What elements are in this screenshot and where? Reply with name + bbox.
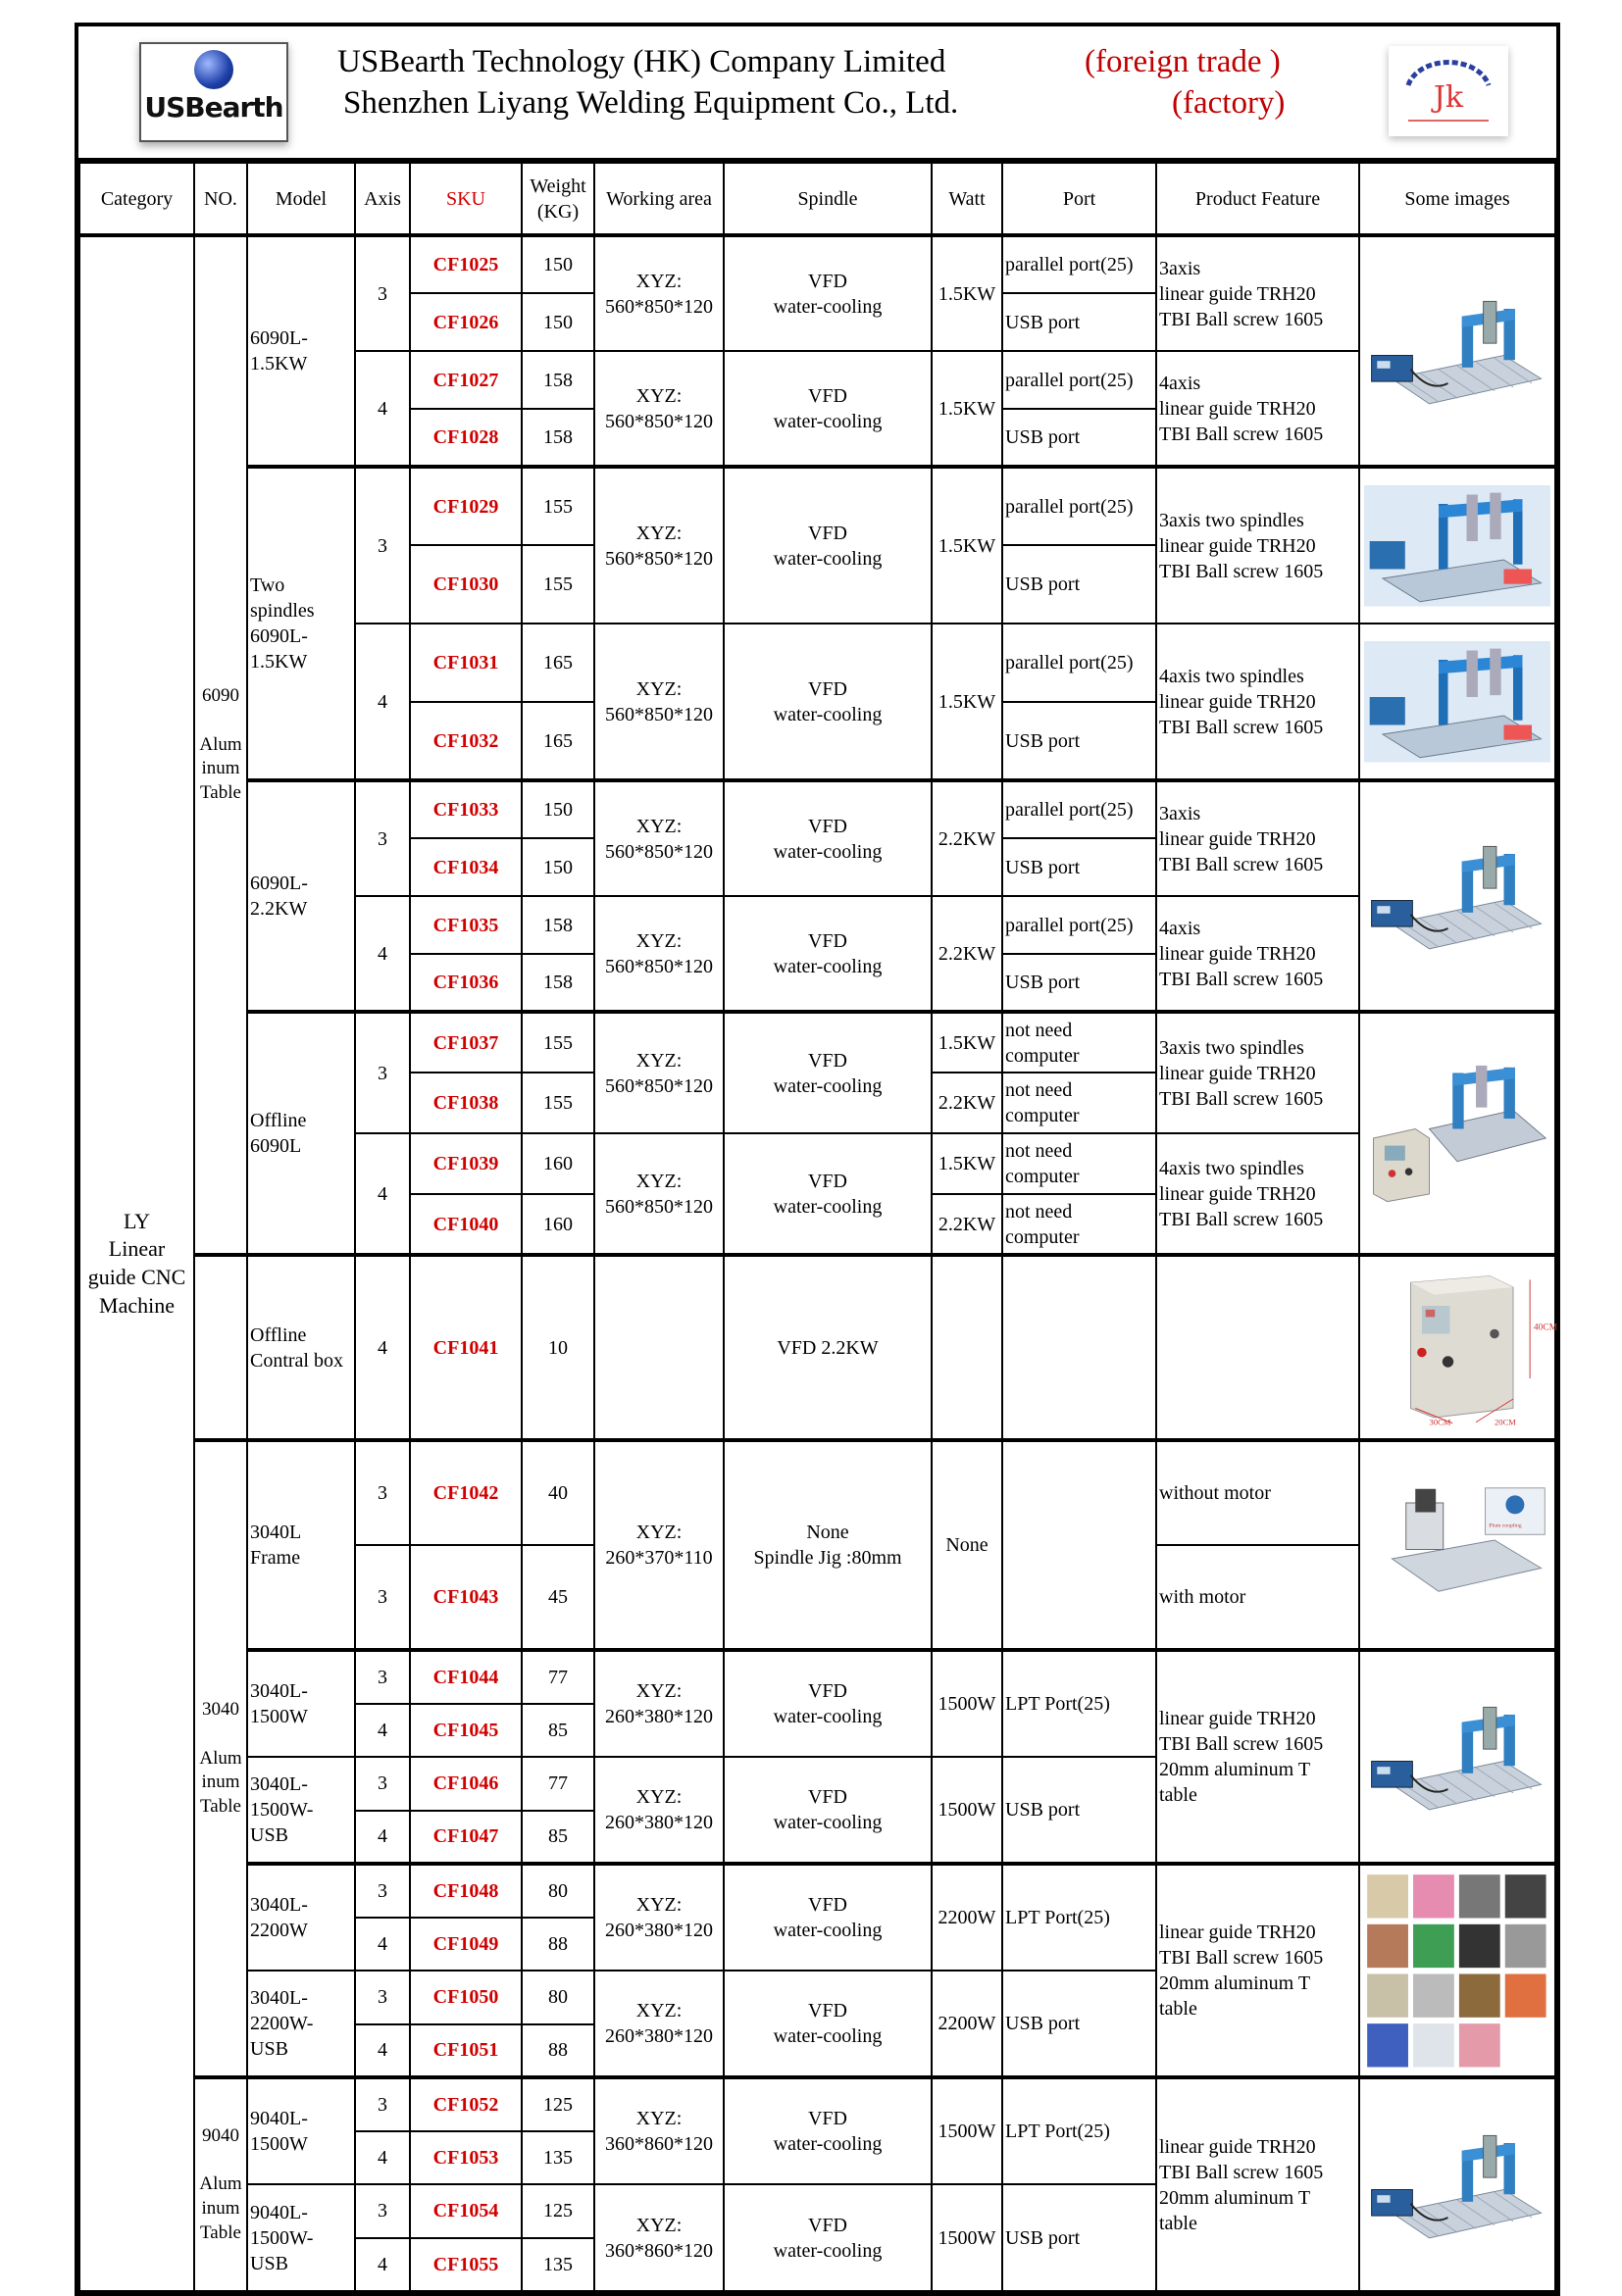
sku-cell xyxy=(410,1704,522,1758)
watt-cell: 1500W xyxy=(932,1650,1002,1757)
port-cell: USB port xyxy=(1002,293,1156,351)
column-header-area: Working area xyxy=(594,163,724,235)
model-cell: Two spindles 6090L- 1.5KW xyxy=(247,467,355,780)
axis-cell: 3 xyxy=(355,1545,410,1650)
sku-cell xyxy=(410,838,522,896)
port-cell: not need computer xyxy=(1002,1073,1156,1133)
model-cell: Offline 6090L xyxy=(247,1012,355,1255)
port-cell: USB port xyxy=(1002,2184,1156,2291)
watt-cell: 2.2KW xyxy=(932,1194,1002,1255)
sku-code: CF1026 xyxy=(432,311,499,333)
feature-cell: with motor xyxy=(1156,1545,1359,1650)
spindle-cell: VFD water-cooling xyxy=(724,896,932,1012)
weight-cell: 85 xyxy=(522,1704,594,1758)
area-cell: XYZ: 560*850*120 xyxy=(594,235,724,351)
logo-text: USBearth xyxy=(144,91,283,124)
weight-cell: 160 xyxy=(522,1194,594,1255)
sku-cell xyxy=(410,1650,522,1704)
product-image-control-box xyxy=(1359,1255,1558,1440)
column-header-category: Category xyxy=(79,163,194,235)
model-cell: 9040L- 1500W- USB xyxy=(247,2184,355,2291)
table-row xyxy=(79,1012,1555,1073)
watt-cell: 2.2KW xyxy=(932,896,1002,1012)
model-cell: 3040L Frame xyxy=(247,1440,355,1650)
sku-code: CF1053 xyxy=(432,2146,499,2169)
weight-cell: 88 xyxy=(522,2024,594,2078)
port-cell: USB port xyxy=(1002,954,1156,1012)
sku-cell xyxy=(410,235,522,293)
port-cell: parallel port(25) xyxy=(1002,235,1156,293)
feature-cell: 4axis linear guide TRH20 TBI Ball screw 1605 xyxy=(1156,351,1359,467)
spindle-cell: VFD water-cooling xyxy=(724,1012,932,1133)
weight-cell: 165 xyxy=(522,624,594,702)
axis-cell: 4 xyxy=(355,624,410,780)
watt-cell: 2200W xyxy=(932,1864,1002,1971)
table-row xyxy=(79,2077,1555,2131)
sku-code: CF1032 xyxy=(432,729,499,752)
port-cell: parallel port(25) xyxy=(1002,624,1156,702)
port-cell: USB port xyxy=(1002,1757,1156,1864)
sku-cell xyxy=(410,2238,522,2292)
spindle-cell: VFD water-cooling xyxy=(724,1971,932,2077)
product-image-machine xyxy=(1359,2077,1555,2291)
sku-code: CF1031 xyxy=(432,652,499,674)
spindle-cell: VFD 2.2KW xyxy=(724,1255,932,1440)
weight-cell: 150 xyxy=(522,235,594,293)
axis-cell: 4 xyxy=(355,1704,410,1758)
feature-cell: 4axis two spindles linear guide TRH20 TBI Ball screw 1605 xyxy=(1156,1133,1359,1255)
company-banner xyxy=(78,26,1556,162)
sku-cell xyxy=(410,1545,522,1650)
sku-cell xyxy=(410,1971,522,2024)
table-row xyxy=(79,1650,1555,1704)
sku-code: CF1042 xyxy=(432,1482,499,1504)
watt-cell: 1.5KW xyxy=(932,1012,1002,1073)
sku-cell xyxy=(410,409,522,467)
sku-cell xyxy=(410,293,522,351)
column-header-spindle: Spindle xyxy=(724,163,932,235)
model-cell: 9040L- 1500W xyxy=(247,2077,355,2184)
area-cell: XYZ: 560*850*120 xyxy=(594,467,724,624)
port-cell: USB port xyxy=(1002,702,1156,780)
axis-cell: 4 xyxy=(355,896,410,1012)
axis-cell: 4 xyxy=(355,351,410,467)
weight-cell: 150 xyxy=(522,780,594,838)
spindle-cell: VFD water-cooling xyxy=(724,1650,932,1757)
weight-cell: 88 xyxy=(522,1918,594,1972)
sku-code: CF1034 xyxy=(432,856,499,878)
port-cell: parallel port(25) xyxy=(1002,780,1156,838)
column-header-image: Some images xyxy=(1359,163,1555,235)
no-cell: 3040 Aluminum Table xyxy=(194,1440,247,2077)
sku-code: CF1030 xyxy=(432,574,499,595)
spindle-cell: VFD water-cooling xyxy=(724,1757,932,1864)
port-cell: USB port xyxy=(1002,409,1156,467)
sku-cell xyxy=(410,467,522,545)
feature-cell: 4axis two spindles linear guide TRH20 TBI Ball screw 1605 xyxy=(1156,624,1359,780)
watt-cell: 1.5KW xyxy=(932,351,1002,467)
watt-cell: 1.5KW xyxy=(932,467,1002,624)
sku-code: CF1028 xyxy=(432,426,499,448)
weight-cell: 80 xyxy=(522,1971,594,2024)
axis-cell: 3 xyxy=(355,2077,410,2131)
area-cell: XYZ: 560*850*120 xyxy=(594,1012,724,1133)
svg-text:Jk: Jk xyxy=(1433,80,1464,115)
weight-cell: 150 xyxy=(522,293,594,351)
sku-code: CF1049 xyxy=(432,1932,499,1955)
sku-code: CF1054 xyxy=(432,2200,499,2222)
axis-cell: 3 xyxy=(355,235,410,351)
company-name-hk: USBearth Technology (HK) Company Limited xyxy=(337,44,946,79)
product-image-machine xyxy=(1359,235,1555,467)
product-image-machine xyxy=(1359,1650,1555,1864)
spindle-cell: VFD water-cooling xyxy=(724,780,932,896)
sku-cell xyxy=(410,1012,522,1073)
sku-cell xyxy=(410,1918,522,1972)
watt-cell: 1.5KW xyxy=(932,1133,1002,1194)
feature-cell: without motor xyxy=(1156,1440,1359,1545)
table-row xyxy=(79,1255,1555,1440)
globe-icon xyxy=(194,50,233,89)
area-cell: XYZ: 560*850*120 xyxy=(594,1133,724,1255)
weight-cell: 155 xyxy=(522,1012,594,1073)
column-header-no: NO. xyxy=(194,163,247,235)
watt-cell: 1.5KW xyxy=(932,624,1002,780)
table-row xyxy=(79,467,1555,545)
product-image-two-spindle xyxy=(1359,467,1555,624)
sku-code: CF1048 xyxy=(432,1879,499,1902)
no-cell: 6090 Aluminum Table xyxy=(194,235,247,1255)
weight-cell: 85 xyxy=(522,1811,594,1865)
company-name-shenzhen: Shenzhen Liyang Welding Equipment Co., Ltd. xyxy=(343,85,959,121)
port-cell: USB port xyxy=(1002,1971,1156,2077)
sku-code: CF1055 xyxy=(432,2253,499,2275)
weight-cell: 45 xyxy=(522,1545,594,1650)
area-cell: XYZ: 260*370*110 xyxy=(594,1440,724,1650)
port-cell: not need computer xyxy=(1002,1194,1156,1255)
port-cell: not need computer xyxy=(1002,1012,1156,1073)
category-cell: LY Linear guide CNC Machine xyxy=(79,235,194,2291)
table-row xyxy=(79,235,1555,293)
area-cell: XYZ: 260*380*120 xyxy=(594,1650,724,1757)
table-row xyxy=(79,1440,1555,1545)
feature-cell: 3axis two spindles linear guide TRH20 TBI Ball screw 1605 xyxy=(1156,1012,1359,1133)
feature-cell: 3axis linear guide TRH20 TBI Ball screw 1605 xyxy=(1156,780,1359,896)
spindle-cell: None Spindle Jig :80mm xyxy=(724,1440,932,1650)
model-cell: 3040L- 1500W- USB xyxy=(247,1757,355,1864)
area-cell: XYZ: 560*850*120 xyxy=(594,624,724,780)
area-cell: XYZ: 360*860*120 xyxy=(594,2184,724,2291)
axis-cell: 3 xyxy=(355,467,410,624)
port-cell: not need computer xyxy=(1002,1133,1156,1194)
port-cell: parallel port(25) xyxy=(1002,896,1156,954)
area-cell: XYZ: 260*380*120 xyxy=(594,1971,724,2077)
spindle-cell: VFD water-cooling xyxy=(724,1133,932,1255)
sku-cell xyxy=(410,1864,522,1918)
column-header-model: Model xyxy=(247,163,355,235)
watt-cell: 2.2KW xyxy=(932,1073,1002,1133)
watt-cell: 1500W xyxy=(932,2184,1002,2291)
axis-cell: 3 xyxy=(355,1650,410,1704)
port-cell: LPT Port(25) xyxy=(1002,1864,1156,1971)
weight-cell: 158 xyxy=(522,351,594,409)
model-cell: 3040L- 1500W xyxy=(247,1650,355,1757)
product-image-frame xyxy=(1359,1440,1555,1650)
weight-cell: 165 xyxy=(522,702,594,780)
no-cell: 9040 Aluminum Table xyxy=(194,2077,247,2291)
port-cell: parallel port(25) xyxy=(1002,351,1156,409)
factory-seal-logo xyxy=(1389,46,1508,136)
sku-cell xyxy=(410,351,522,409)
sku-cell xyxy=(410,896,522,954)
axis-cell: 3 xyxy=(355,780,410,896)
product-table xyxy=(78,162,1556,2292)
port-cell xyxy=(1002,1255,1156,1440)
axis-cell: 4 xyxy=(355,1811,410,1865)
table-header-row xyxy=(79,163,1555,235)
spindle-cell: VFD water-cooling xyxy=(724,351,932,467)
axis-cell: 3 xyxy=(355,1012,410,1133)
sku-code: CF1039 xyxy=(432,1153,499,1174)
sku-cell xyxy=(410,2131,522,2185)
watt-cell: 1500W xyxy=(932,2077,1002,2184)
axis-cell: 4 xyxy=(355,2131,410,2185)
sku-cell xyxy=(410,702,522,780)
foreign-trade-tag: (foreign trade ) xyxy=(1085,44,1281,79)
table-row xyxy=(79,1864,1555,1918)
weight-cell: 135 xyxy=(522,2131,594,2185)
svg-text:30CM: 30CM xyxy=(1429,1417,1451,1427)
watt-cell: 2200W xyxy=(932,1971,1002,2077)
area-cell: XYZ: 560*850*120 xyxy=(594,780,724,896)
weight-cell: 10 xyxy=(522,1255,594,1440)
area-cell: XYZ: 360*860*120 xyxy=(594,2077,724,2184)
sku-cell xyxy=(410,1073,522,1133)
port-cell: LPT Port(25) xyxy=(1002,2077,1156,2184)
watt-cell: 1500W xyxy=(932,1757,1002,1864)
weight-cell: 150 xyxy=(522,838,594,896)
sku-code: CF1035 xyxy=(432,914,499,936)
sku-code: CF1036 xyxy=(432,972,499,993)
sku-code: CF1025 xyxy=(432,254,499,275)
area-cell xyxy=(594,1255,724,1440)
weight-cell: 155 xyxy=(522,1073,594,1133)
column-header-axis: Axis xyxy=(355,163,410,235)
port-cell: USB port xyxy=(1002,838,1156,896)
sku-cell xyxy=(410,1133,522,1194)
weight-cell: 125 xyxy=(522,2077,594,2131)
area-cell: XYZ: 260*380*120 xyxy=(594,1757,724,1864)
model-cell: 3040L- 2200W xyxy=(247,1864,355,1971)
model-cell: Offline Contral box xyxy=(247,1255,355,1440)
weight-cell: 77 xyxy=(522,1650,594,1704)
weight-cell: 158 xyxy=(522,409,594,467)
sku-code: CF1038 xyxy=(432,1092,499,1114)
product-image-offline xyxy=(1359,1012,1555,1255)
sku-cell xyxy=(410,1440,522,1545)
sku-cell xyxy=(410,954,522,1012)
spindle-cell: VFD water-cooling xyxy=(724,235,932,351)
sku-cell xyxy=(410,2024,522,2078)
axis-cell: 4 xyxy=(355,1918,410,1972)
spindle-cell: VFD water-cooling xyxy=(724,2184,932,2291)
weight-cell: 160 xyxy=(522,1133,594,1194)
area-cell: XYZ: 260*380*120 xyxy=(594,1864,724,1971)
port-cell: LPT Port(25) xyxy=(1002,1650,1156,1757)
sku-code: CF1033 xyxy=(432,799,499,821)
axis-cell: 3 xyxy=(355,1757,410,1811)
weight-cell: 158 xyxy=(522,954,594,1012)
feature-cell: linear guide TRH20 TBI Ball screw 1605 20mm aluminum T table xyxy=(1156,1650,1359,1864)
sku-code: CF1027 xyxy=(432,369,499,391)
feature-cell xyxy=(1156,1255,1359,1440)
sku-cell xyxy=(410,2184,522,2238)
port-cell: parallel port(25) xyxy=(1002,467,1156,545)
sku-code: CF1045 xyxy=(432,1719,499,1741)
product-image-samples xyxy=(1359,1864,1555,2077)
model-cell: 6090L- 2.2KW xyxy=(247,780,355,1012)
weight-cell: 40 xyxy=(522,1440,594,1545)
watt-cell: 2.2KW xyxy=(932,780,1002,896)
watt-cell: 1.5KW xyxy=(932,235,1002,351)
sku-code: CF1043 xyxy=(432,1586,499,1608)
sku-cell xyxy=(410,780,522,838)
axis-cell: 4 xyxy=(355,1133,410,1255)
svg-text:Plum coupling: Plum coupling xyxy=(1489,1522,1522,1529)
feature-cell: 3axis two spindles linear guide TRH20 TBI Ball screw 1605 xyxy=(1156,467,1359,624)
watt-cell xyxy=(932,1255,1002,1440)
sku-cell xyxy=(410,1255,522,1440)
sku-cell xyxy=(410,1194,522,1255)
weight-cell: 155 xyxy=(522,545,594,624)
weight-cell: 77 xyxy=(522,1757,594,1811)
svg-text:20CM: 20CM xyxy=(1495,1417,1516,1427)
sku-code: CF1052 xyxy=(432,2093,499,2116)
column-header-watt: Watt xyxy=(932,163,1002,235)
sku-code: CF1040 xyxy=(432,1213,499,1235)
axis-cell: 3 xyxy=(355,1440,410,1545)
sku-cell xyxy=(410,1811,522,1865)
table-row xyxy=(79,780,1555,838)
sku-code: CF1041 xyxy=(432,1336,499,1359)
spindle-cell: VFD water-cooling xyxy=(724,624,932,780)
sku-code: CF1047 xyxy=(432,1825,499,1848)
axis-cell: 4 xyxy=(355,2024,410,2078)
column-header-port: Port xyxy=(1002,163,1156,235)
weight-cell: 80 xyxy=(522,1864,594,1918)
axis-cell: 3 xyxy=(355,1864,410,1918)
feature-cell: linear guide TRH20 TBI Ball screw 1605 20mm aluminum T table xyxy=(1156,2077,1359,2291)
column-header-feature: Product Feature xyxy=(1156,163,1359,235)
axis-cell: 3 xyxy=(355,1971,410,2024)
sku-code: CF1050 xyxy=(432,1986,499,2009)
spindle-cell: VFD water-cooling xyxy=(724,1864,932,1971)
weight-cell: 155 xyxy=(522,467,594,545)
feature-cell: 3axis linear guide TRH20 TBI Ball screw 1605 xyxy=(1156,235,1359,351)
spindle-cell: VFD water-cooling xyxy=(724,467,932,624)
feature-cell: linear guide TRH20 TBI Ball screw 1605 20mm aluminum T table xyxy=(1156,1864,1359,2077)
sku-code: CF1029 xyxy=(432,495,499,518)
sku-code: CF1037 xyxy=(432,1031,499,1054)
port-cell: USB port xyxy=(1002,545,1156,624)
weight-cell: 135 xyxy=(522,2238,594,2292)
sku-cell xyxy=(410,545,522,624)
svg-text:40CM: 40CM xyxy=(1533,1323,1558,1333)
sku-cell xyxy=(410,1757,522,1811)
area-cell: XYZ: 560*850*120 xyxy=(594,351,724,467)
watt-cell: None xyxy=(932,1440,1002,1650)
factory-tag: (factory) xyxy=(1172,85,1286,121)
sku-cell xyxy=(410,624,522,702)
axis-cell: 3 xyxy=(355,2184,410,2238)
product-image-machine xyxy=(1359,780,1555,1012)
area-cell: XYZ: 560*850*120 xyxy=(594,896,724,1012)
axis-cell: 4 xyxy=(355,1255,410,1440)
price-list-sheet xyxy=(75,23,1560,2296)
feature-cell: 4axis linear guide TRH20 TBI Ball screw 1605 xyxy=(1156,896,1359,1012)
spindle-cell: VFD water-cooling xyxy=(724,2077,932,2184)
column-header-sku: SKU xyxy=(410,163,522,235)
weight-cell: 158 xyxy=(522,896,594,954)
sku-cell xyxy=(410,2077,522,2131)
sku-code: CF1051 xyxy=(432,2039,499,2062)
no-cell xyxy=(194,1255,247,1440)
model-cell: 6090L- 1.5KW xyxy=(247,235,355,467)
weight-cell: 125 xyxy=(522,2184,594,2238)
product-image-two-spindle xyxy=(1359,624,1555,780)
usbearth-logo xyxy=(139,42,288,142)
sku-code: CF1046 xyxy=(432,1772,499,1795)
column-header-weight: Weight (KG) xyxy=(522,163,594,235)
port-cell xyxy=(1002,1440,1156,1650)
axis-cell: 4 xyxy=(355,2238,410,2292)
model-cell: 3040L- 2200W- USB xyxy=(247,1971,355,2077)
sku-code: CF1044 xyxy=(432,1666,499,1688)
